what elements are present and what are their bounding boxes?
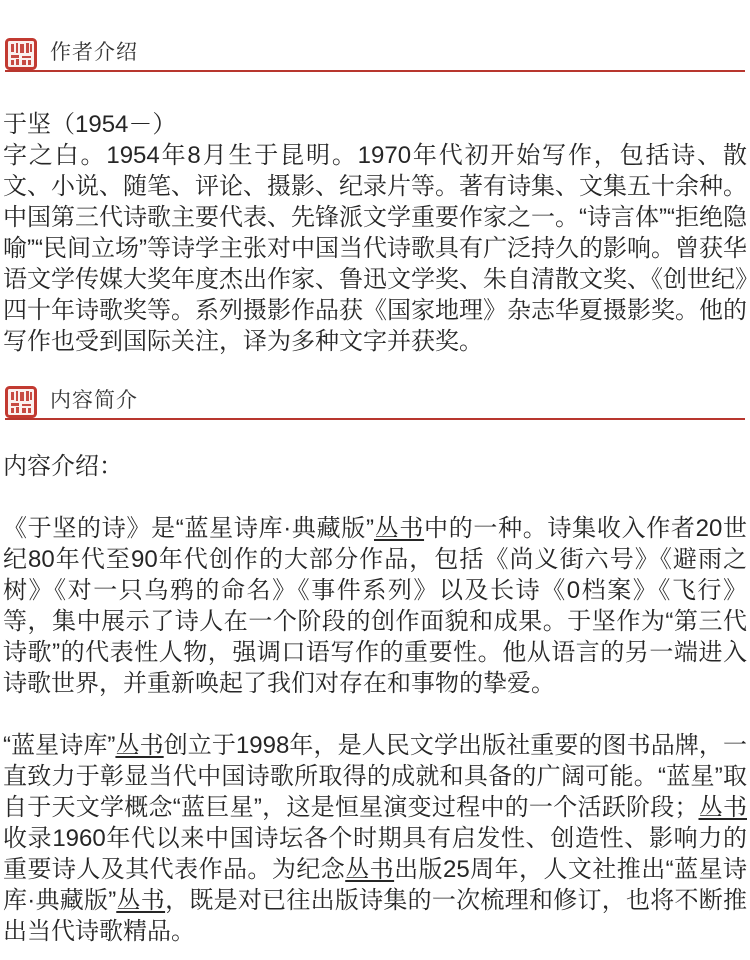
text-segment: 收录1960年代以来中国诗坛各个时期具有启发性、创造性、影响力的重要诗人及其代表作品。为纪念: [3, 825, 747, 883]
underlined-term: 丛书: [373, 515, 425, 542]
text-segment: 出版25周年，人文社推出“蓝星诗库·典藏版”: [3, 856, 748, 914]
text-segment: 中的一种。诗集收入作者20世纪80年代至90年代创作的大部分作品，包括《尚义街六号》《避雨之树》《对一只乌鸦的命名》《事件系列》以及长诗《0档案》《飞行》等，集中展示了诗人在一个阶段的创作面貌和成果。于坚作为“第三代诗歌”的代表性人物，强调口语写作的重要性。他从语言的另一端进入诗歌世界，并重新唤起了我们对存在和事物的挚爱。: [3, 515, 747, 697]
author-bio-text: 字之白。1954年8月生于昆明。1970年代初开始写作，包括诗、散文、小说、随笔、评论、摄影、纪录片等。著有诗集、文集五十余种。中国第三代诗歌主要代表、先锋派文学重要作家之一。“诗言体”“拒绝隐喻”“民间立场”等诗学主张对中国当代诗歌具有广泛持久的影响。曾获华语文学传媒大奖年度杰出作家、鲁迅文学奖、朱自清散文奖、《创世纪》四十年诗歌奖等。系列摄影作品获《国家地理》杂志华夏摄影奖。他的写作也受到国际关注，译为多种文字并获奖。: [3, 142, 747, 355]
section-title-author: 作者介绍: [50, 41, 138, 64]
author-name-line: 于坚（1954－）: [3, 111, 177, 138]
underlined-term: 丛书: [345, 856, 395, 883]
text-segment: 创立于1998年，是人民文学出版社重要的图书品牌，一直致力于彰显当代中国诗歌所取得的成就和具备的广阔可能。“蓝星”取自于天文学概念“蓝巨星”，这是恒星演变过程中的一个活跃阶段；: [3, 732, 748, 821]
underlined-term: 丛书: [698, 794, 748, 821]
section-content-summary: [3, 386, 747, 947]
content-intro-label: 内容介绍：: [3, 453, 123, 480]
section-title-content: 内容简介: [50, 389, 138, 412]
content-paragraph-2: [3, 730, 747, 947]
text-segment: “蓝星诗库”: [3, 732, 116, 759]
content-paragraph-1: [3, 513, 747, 699]
section-header-content: [5, 386, 745, 420]
underlined-term: 丛书: [116, 887, 166, 914]
section-header-author: [5, 38, 745, 72]
seal-stamp-icon: [5, 38, 37, 70]
text-segment: ，既是对已往出版诗集的一次梳理和修订，也将不断推出当代诗歌精品。: [3, 887, 748, 945]
author-bio: [3, 109, 747, 357]
seal-stamp-icon: [5, 386, 37, 418]
underlined-term: 丛书: [115, 732, 164, 759]
text-segment: 《于坚的诗》是“蓝星诗库·典藏版”: [3, 515, 374, 542]
section-author-intro: [3, 38, 747, 357]
